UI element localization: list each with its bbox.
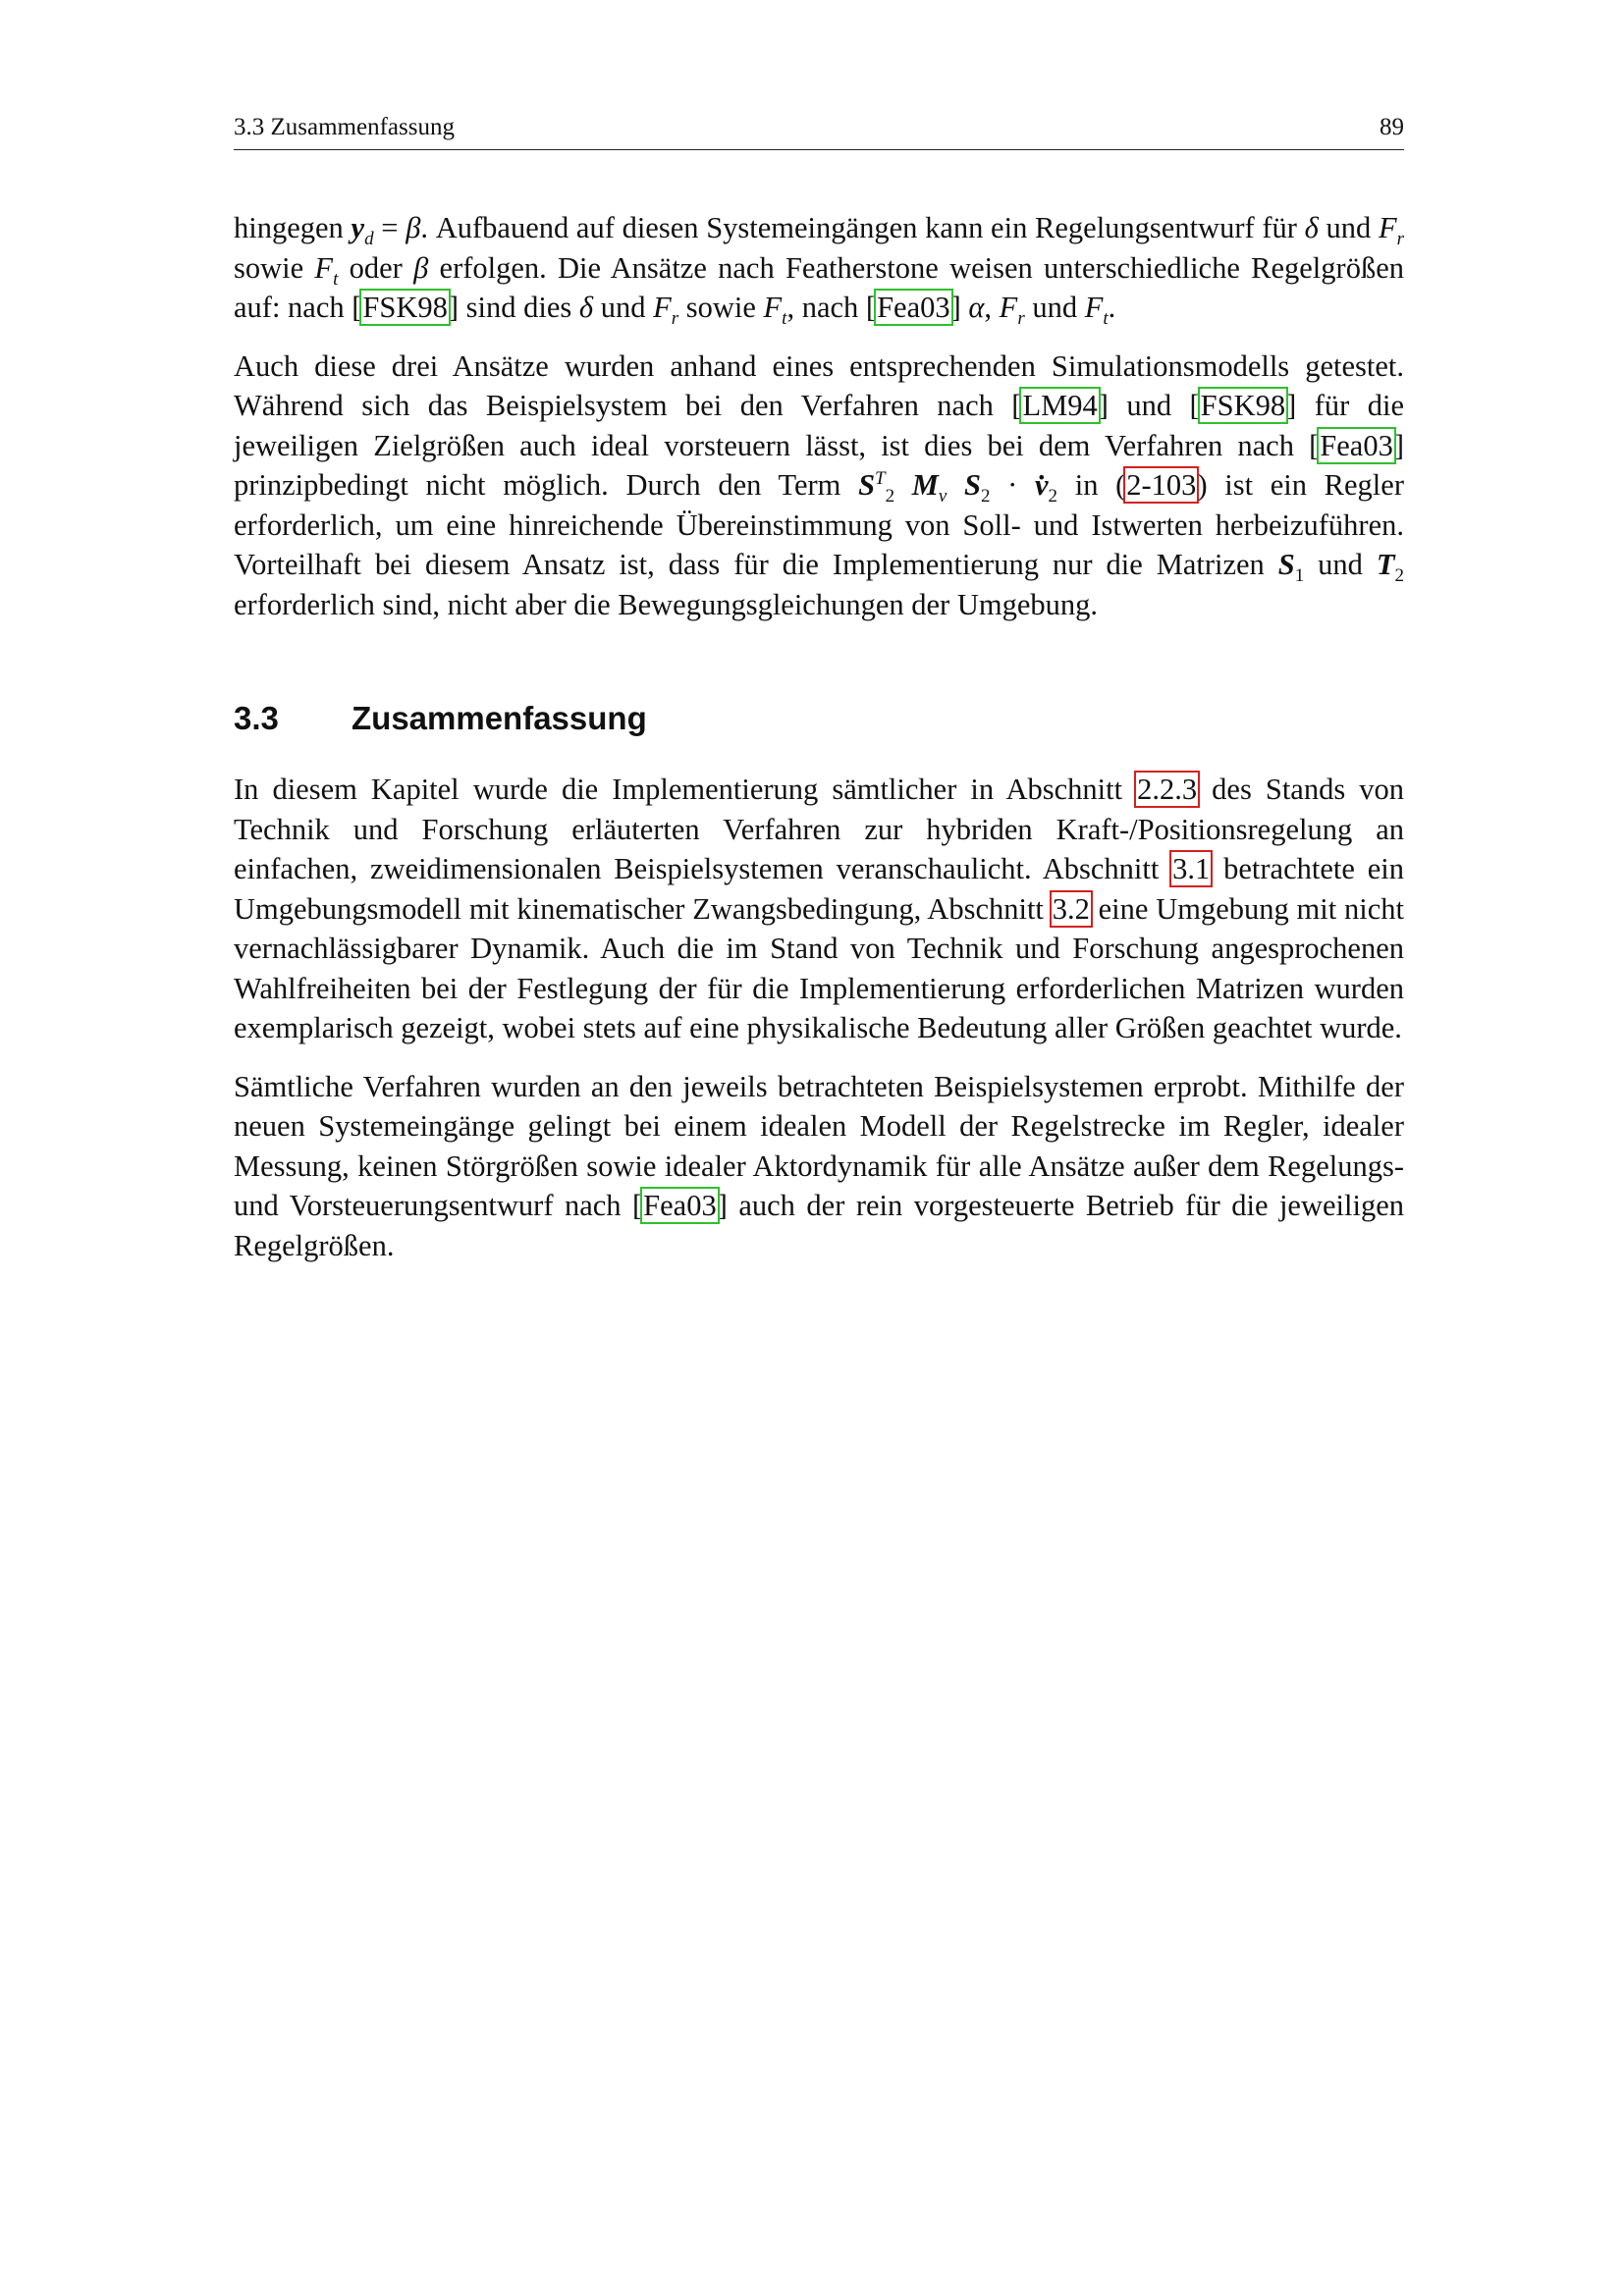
paragraph-2: Auch diese drei Ansätze wurden anhand eines entsprechenden Simulationsmodells getestet. Während sich das Beispielsystem bei den Verfahren nach [LM94] und [FSK98] für die jeweiligen Zielgrößen auch ideal vorsteuern lässt, ist dies bei dem Verfahren nach [Fea03] prinzipbedingt nicht möglich. Durch den Term $S^T_2$ $M_v$ $S_2$ · $v̇_2$ in (2-103) ist ein Regler erforderlich, um eine hinreichende Übereinstimmung von Soll- und Istwerten herbeizuführen. Vorteilhaft bei diesem Ansatz ist, dass für die Implementierung nur die Matrizen $S_1$ und $T_2$ erforderlich sind, nicht aber die Bewegungsgleichungen der Umgebung. xyxy=(234,348,1405,621)
section-ref-link-2-2-3[interactable]: 2.2.3 xyxy=(1137,773,1198,806)
running-header xyxy=(234,112,1404,150)
citation-link-fea03[interactable]: Fea03 xyxy=(1320,428,1393,462)
paragraph-1: hingegen $y_d = \beta$. Aufbauend auf diesen Systemeingängen kann ein Regelungsentwurf für δ und $F_r$ sowie $F_t$ oder β erfolgen. Die Ansätze nach Featherstone weisen unterschiedliche Regelgrößen auf: nach [FSK98] sind dies δ und $F_r$ sowie $F_t$, nach [Fea03] α, $F_r$ und $F_t$. xyxy=(234,211,1405,330)
citation-link-fsk98[interactable]: FSK98 xyxy=(362,291,448,324)
section-number: 3.3 xyxy=(234,700,279,736)
citation-link-lm94[interactable]: LM94 xyxy=(1022,389,1098,422)
citation-link-fea03[interactable]: Fea03 xyxy=(877,291,950,324)
paragraph-3: In diesem Kapitel wurde die Implementierung sämtlicher in Abschnitt 2.2.3 des Stands von Technik und Forschung erläuterten Verfahren zur hybriden Kraft-/Positionsregelung an einfachen, zweidimensionalen Beispielsystemen veranschaulicht. Abschnitt 3.1 betrachtete ein Umgebungsmodell mit kinematischer Zwangsbedingung, Abschnitt 3.2 eine Umgebung mit nicht vernachlässigbarer Dynamik. Auch die im Stand von Technik und Forschung angesprochenen Wahlfreiheiten bei der Festlegung der für die Implementierung erforderlichen Matrizen wurden exemplarisch gezeigt, wobei stets auf eine physikalische Bedeutung aller Größen geachtet wurde. xyxy=(234,773,1405,1044)
section-ref-link-3-1[interactable]: 3.1 xyxy=(1172,852,1211,885)
section-title: Zusammenfassung xyxy=(352,700,647,736)
citation-link-fea03[interactable]: Fea03 xyxy=(643,1189,717,1222)
citation-link-fsk98[interactable]: FSK98 xyxy=(1200,389,1286,422)
equation-ref-link[interactable]: 2-103 xyxy=(1126,468,1197,502)
paragraph-4: Sämtliche Verfahren wurden an den jeweils betrachteten Beispielsystemen erprobt. Mithilfe der neuen Systemeingänge gelingt bei einem idealen Modell der Regelstrecke im Regler, idealer Messung, keinen Störgrößen sowie idealer Aktordynamik für alle Ansätze außer dem Regelungs- und Vorsteuerungsentwurf nach [Fea03] auch der rein vorgesteuerte Betrieb für die jeweiligen Regelgrößen. xyxy=(234,1069,1404,1262)
page-number: 89 xyxy=(1380,114,1404,140)
section-heading xyxy=(234,699,1404,738)
page-body xyxy=(234,208,1404,1284)
section-ref-link-3-2[interactable]: 3.2 xyxy=(1052,891,1090,926)
header-section-title: 3.3 Zusammenfassung xyxy=(234,114,455,140)
